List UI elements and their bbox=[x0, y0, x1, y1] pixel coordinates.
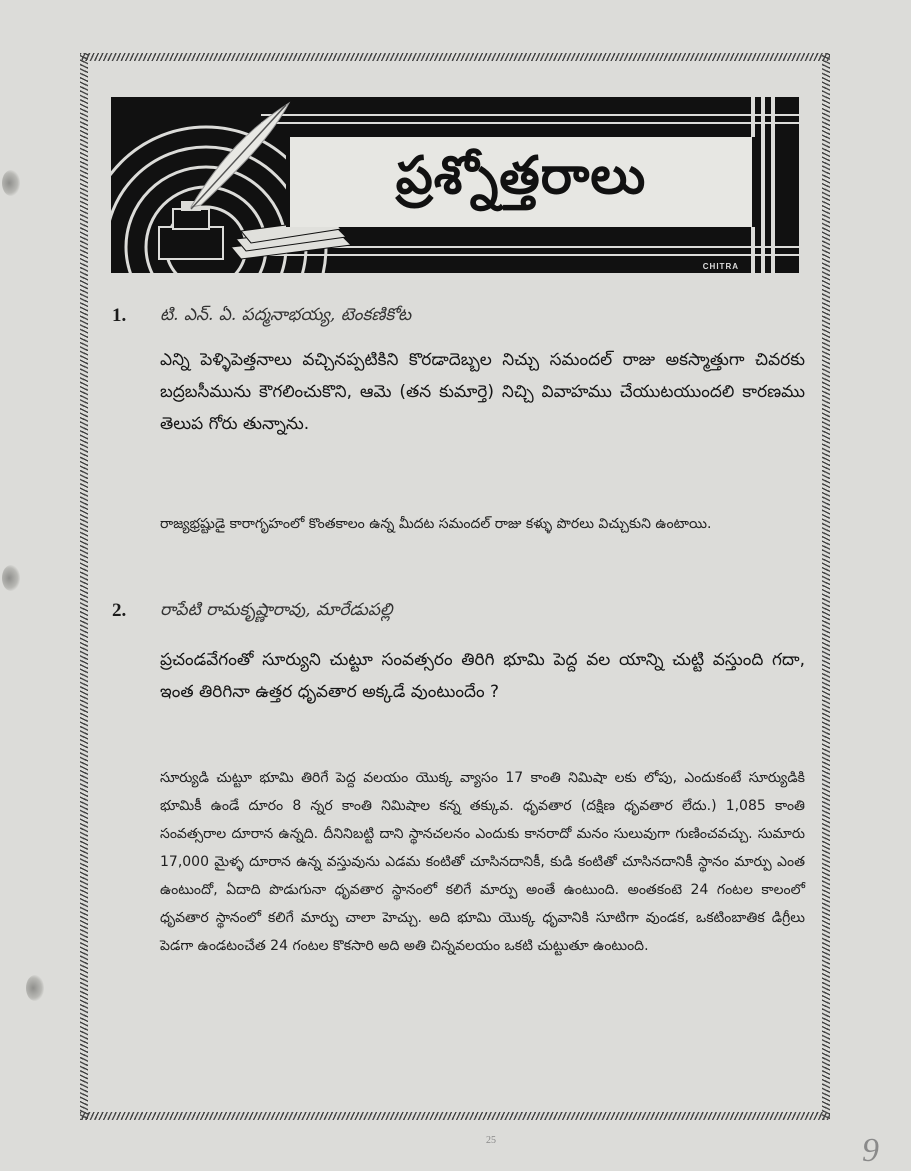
page-number: 25 bbox=[486, 1135, 496, 1146]
binding-hole bbox=[26, 975, 44, 1001]
border-top bbox=[80, 53, 830, 61]
header-banner bbox=[111, 97, 799, 273]
asker-name: టి. ఎన్. ఏ. పద్మనాభయ్య, టెంకణికోట bbox=[160, 305, 412, 325]
answer-text: సూర్యుడి చుట్టూ భూమి తిరిగే పెద్ద వలయం యొక్క వ్యాసం 17 కాంతి నిమిషా లకు లోపు, ఎందుకంటే సూర్యుడికి భూమికీ ఉండే దూరం 8 న్నర కాంతి నిమిషాల కన్న తక్కువ. ధృవతార (దక్షిణ ధృవతార లేదు.) 1,085 కాంతి సంవత్సరాల దూరాన ఉన్నది. దీనినిబట్టి దాని స్థానచలనం ఎందుకు కానరాదో మనం సులువుగా గుణించవచ్చు. సుమారు 17,000 మైళ్ళ దూరాన ఉన్న వస్తువును ఎడమ కంటితో చూసినదానికీ, కుడి కంటితో చూసినదానికీ స్థానం మార్పు ఎంత ఉంటుందో, ఏదాది పొడుగునా ధృవతార స్థానంలో కలిగే మార్పు అంతే ఉంటుంది. అంతకంటె 24 గంటల కాలంలో ధృవతార స్థానంలో కలిగే మార్పు చాలా హెచ్చు. అది భూమి యొక్క ధృవానికి సూటిగా వుండక, ఒకటింబాతిక డిగ్రీలు పెడగా ఉండటంచేత 24 గంటల కొకసారి అది అతి చిన్నవలయం ఒకటి చుట్టుతూ ఉంటుంది. bbox=[160, 770, 805, 954]
question-text: ఎన్ని పెళ్ళిపెత్తనాలు వచ్చినప్పటికిని కొరడాదెబ్బల నిచ్చు సమందల్ రాజు అకస్మాత్తుగా చివరకు బద్రబసీమును కౌగలించుకొని, ఆమె (తన కుమార్తె) నిచ్చి వివాహము చేయుటయుందలి కారణము తెలుప గోరు తున్నాను. bbox=[160, 350, 805, 434]
border-left bbox=[80, 53, 88, 1120]
question-text: ప్రచండవేగంతో సూర్యుని చుట్టూ సంవత్సరం తిరిగి భూమి పెద్ద వల యాన్ని చుట్టి వస్తుంది గదా, ఇంత తిరిగినా ఉత్తర ధృవతార అక్కడే వుంటుందేం ? bbox=[160, 650, 805, 702]
quill-icon bbox=[191, 103, 289, 209]
page-title: ప్రశ్నోత్తరాలు bbox=[395, 145, 647, 206]
binding-hole bbox=[2, 565, 20, 591]
binding-hole bbox=[2, 170, 20, 196]
question-number: 1. bbox=[112, 305, 127, 326]
inkpot-icon bbox=[159, 201, 223, 259]
question-number: 2. bbox=[112, 600, 127, 621]
answer-text: రాజ్యభ్రష్టుడై కారాగృహంలో కొంతకాలం ఉన్న మీదట సమందల్ రాజు కళ్ళు పొరలు విచ్చుకుని ఉంటాయి. bbox=[160, 516, 712, 532]
asker-name: రాపేటి రామకృష్ణారావు, మారేడుపల్లి bbox=[160, 600, 393, 620]
border-right bbox=[822, 53, 830, 1120]
border-bottom bbox=[80, 1112, 830, 1120]
pencil-annotation: 9 bbox=[862, 1132, 879, 1169]
artist-credit: CHITRA bbox=[702, 262, 739, 271]
banner-title-box bbox=[286, 137, 756, 227]
